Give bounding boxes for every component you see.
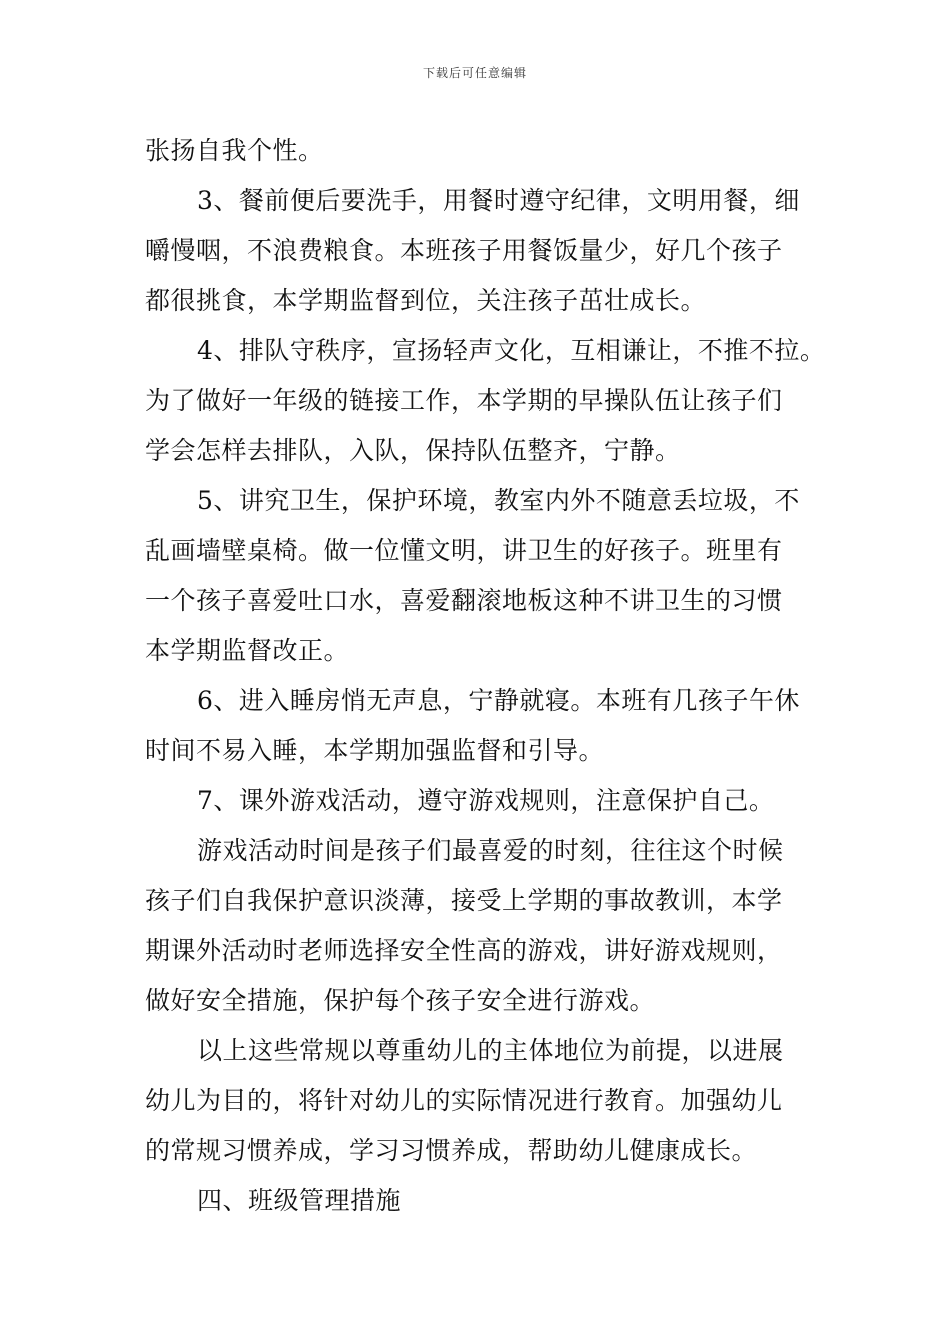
- text-line: 3、餐前便后要洗手，用餐时遵守纪律，文明用餐，细: [197, 186, 800, 215]
- document-body: [145, 126, 826, 1226]
- text-line: 游戏活动时间是孩子们最喜爱的时刻，往往这个时候: [197, 836, 784, 865]
- page-header: 下载后可任意编辑: [422, 66, 527, 80]
- text-line: 时间不易入睡，本学期加强监督和引导。: [145, 736, 605, 765]
- text-line: 做好安全措施，保护每个孩子安全进行游戏。: [145, 986, 656, 1015]
- text-line: 孩子们自我保护意识淡薄，接受上学期的事故教训，本学: [145, 886, 783, 915]
- text-line: 幼儿为目的，将针对幼儿的实际情况进行教育。加强幼儿: [145, 1086, 783, 1115]
- text-line: 本学期监督改正。: [145, 636, 350, 665]
- text-line: 6、进入睡房悄无声息，宁静就寝。本班有几孩子午休: [197, 686, 800, 715]
- text-line: 乱画墙壁桌椅。做一位懂文明，讲卫生的好孩子。班里有: [145, 536, 783, 565]
- section-heading: 四、班级管理措施: [197, 1186, 402, 1215]
- text-line: 的常规习惯养成，学习习惯养成，帮助幼儿健康成长。: [145, 1136, 758, 1165]
- text-line: 为了做好一年级的链接工作，本学期的早操队伍让孩子们: [145, 386, 783, 415]
- text-line: 5、讲究卫生，保护环境，教室内外不随意丢垃圾，不: [197, 486, 800, 515]
- text-line: 期课外活动时老师选择安全性高的游戏，讲好游戏规则，: [145, 936, 783, 965]
- text-line: 一个孩子喜爱吐口水，喜爱翻滚地板这种不讲卫生的习惯: [145, 586, 783, 615]
- text-line: 4、排队守秩序，宣扬轻声文化，互相谦让，不推不拉。: [197, 336, 826, 365]
- text-line: 7、课外游戏活动，遵守游戏规则，注意保护自己。: [197, 786, 775, 815]
- text-line: 以上这些常规以尊重幼儿的主体地位为前提，以进展: [197, 1036, 784, 1065]
- text-line: 学会怎样去排队，入队，保持队伍整齐，宁静。: [145, 436, 681, 465]
- text-line: 嚼慢咽，不浪费粮食。本班孩子用餐饭量少，好几个孩子: [145, 236, 783, 265]
- text-line: 张扬自我个性。: [145, 136, 324, 165]
- text-line: 都很挑食，本学期监督到位，关注孩子茁壮成长。: [145, 286, 707, 315]
